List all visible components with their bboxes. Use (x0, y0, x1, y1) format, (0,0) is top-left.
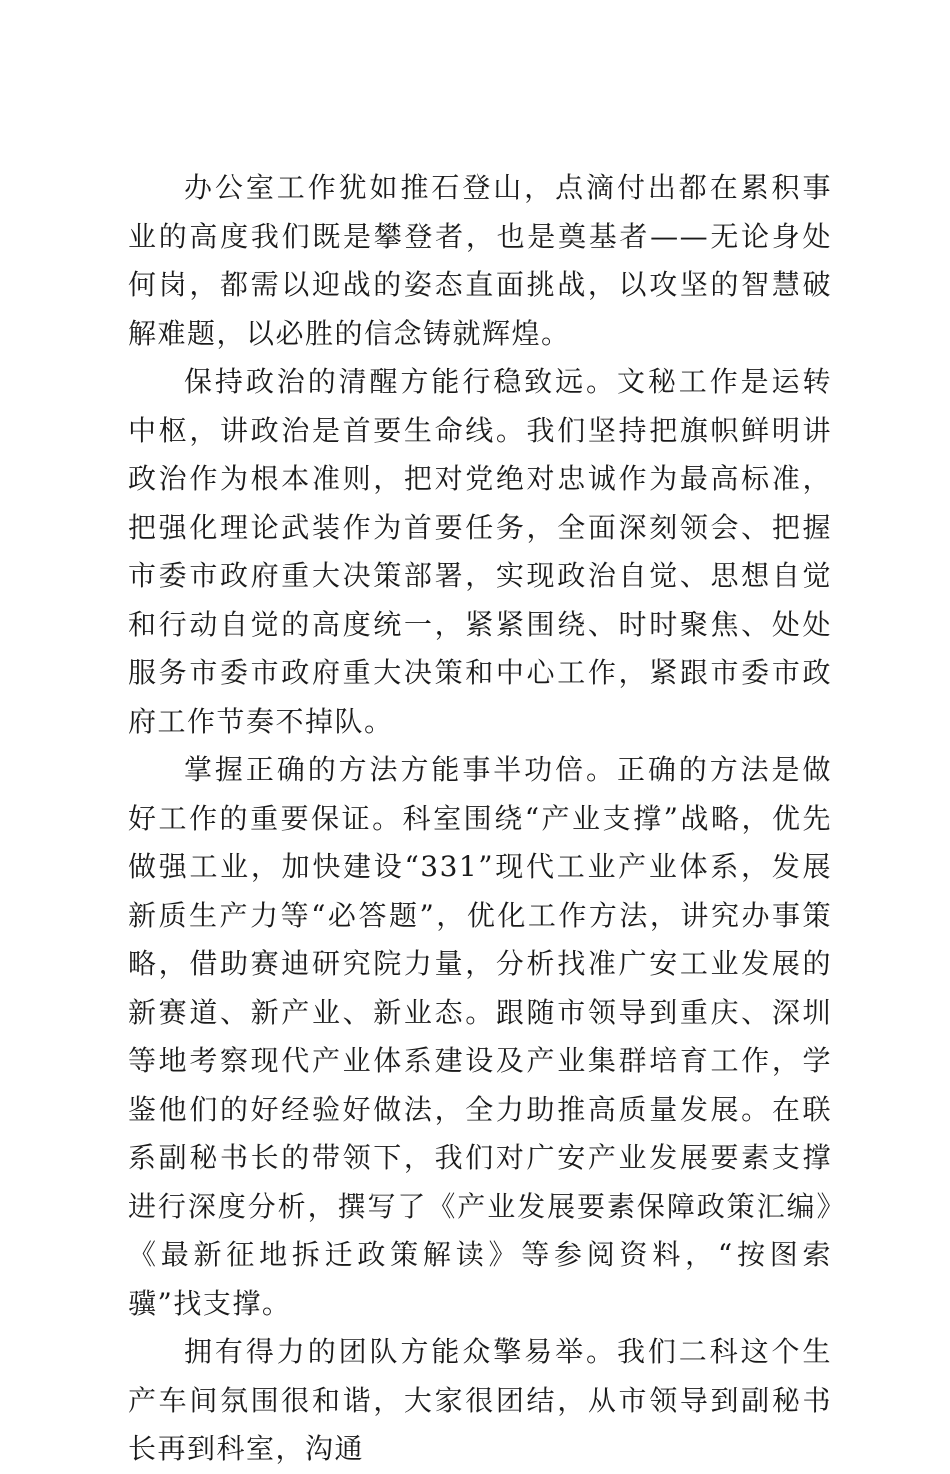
paragraph-1: 办公室工作犹如推石登山，点滴付出都在累积事业的高度我们既是攀登者，也是奠基者——无论身处何岗，都需以迎战的姿态直面挑战，以攻坚的智慧破解难题，以必胜的信念铸就辉煌。 (128, 171, 832, 350)
document-body (128, 164, 832, 1474)
paragraph-3: 掌握正确的方法方能事半功倍。正确的方法是做好工作的重要保证。科室围绕“产业支撑”战略，优先做强工业，加快建设“331”现代工业产业体系，发展新质生产力等“必答题”，优化工作方法，讲究办事策略，借助赛迪研究院力量，分析找准广安工业发展的新赛道、新产业、新业态。跟随市领导到重庆、深圳等地考察现代产业体系建设及产业集群培育工作，学鉴他们的好经验好做法，全力助推高质量发展。在联系副秘书长的带领下，我们对广安产业发展要素支撑进行深度分析，撰写了《产业发展要素保障政策汇编》《最新征地拆迁政策解读》等参阅资料，“按图索骥”找支撑。 (128, 753, 832, 1320)
paragraph-2: 保持政治的清醒方能行稳致远。文秘工作是运转中枢，讲政治是首要生命线。我们坚持把旗帜鲜明讲政治作为根本准则，把对党绝对忠诚作为最高标准，把强化理论武装作为首要任务，全面深刻领会、把握市委市政府重大决策部署，实现政治自觉、思想自觉和行动自觉的高度统一，紧紧围绕、时时聚焦、处处服务市委市政府重大决策和中心工作，紧跟市委市政府工作节奏不掉队。 (128, 365, 832, 738)
paragraph-4: 拥有得力的团队方能众擎易举。我们二科这个生产车间氛围很和谐，大家很团结，从市领导到副秘书长再到科室，沟通 (128, 1335, 832, 1465)
